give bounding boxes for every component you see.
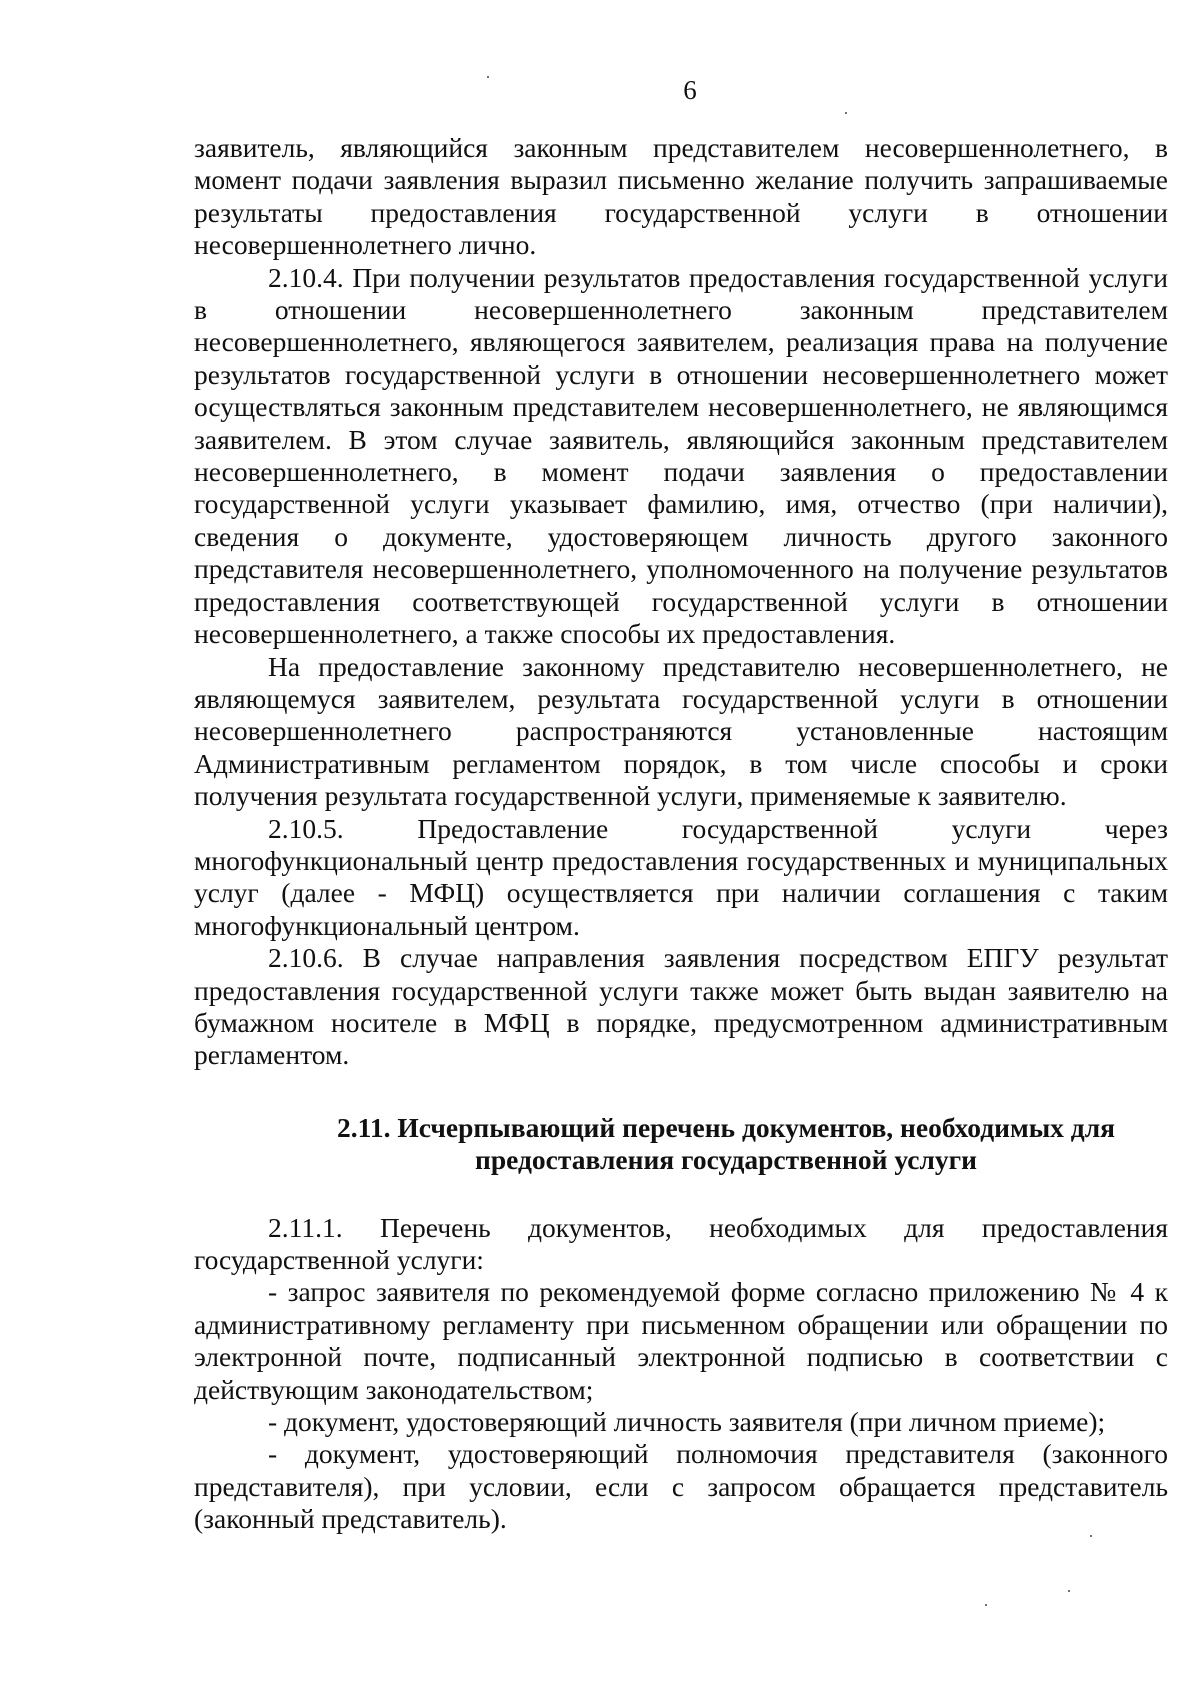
paragraph-2-10-5: 2.10.5. Предоставление государственной услуги через многофункциональный центр предоставления государственных и муниципальных услуг (далее - МФЦ) осуществляется при наличии соглашения с таким многофункциональный центром. — [194, 812, 1168, 941]
list-item-request: - запрос заявителя по рекомендуемой форме согласно приложению № 4 к административному регламенту при письменном обращении или обращении по электронной почте, подписанный электронной подписью в соответствии с действующим законодательством; — [194, 1276, 1168, 1405]
paragraph-continuation: заявитель, являющийся законным представителем несовершеннолетнего, в момент подачи заявления выразил письменно желание получить запрашиваемые результаты предоставления государственной услуги в отношении несовершеннолетнего лично. — [194, 132, 1168, 261]
scan-speck — [1068, 1590, 1070, 1592]
scan-speck — [487, 76, 489, 78]
scan-speck — [985, 1604, 987, 1606]
list-item-identity-document: - документ, удостоверяющий личность заявителя (при личном приеме); — [268, 1406, 1106, 1438]
scan-speck — [1090, 1535, 1092, 1537]
paragraph-2-11-1: 2.11.1. Перечень документов, необходимых для предоставления государственной услуги: — [194, 1211, 1168, 1275]
section-heading-line-2: предоставления государственной услуги — [475, 1144, 977, 1176]
list-item-authority-document: - документ, удостоверяющий полномочия представителя (законного представителя), при условии, если с запросом обращается представитель (законный представитель). — [194, 1438, 1168, 1535]
page-number: 6 — [683, 75, 697, 105]
paragraph-2-10-4: 2.10.4. При получении результатов предоставления государственной услуги в отношении несовершеннолетнего законным представителем несовершеннолетнего, являющегося заявителем, реализация права на получение результатов государственной услуги в отношении несовершеннолетнего может осуществляться законным представителем несовершеннолетнего, не являющимся заявителем. В этом случае заявитель, являющийся законным представителем несовершеннолетнего, в момент подачи заявления о предоставлении государственной услуги указывает фамилию, имя, отчество (при наличии), сведения о документе, удостоверяющем личность другого законного представителя несовершеннолетнего, уполномоченного на получение результатов предоставления соответствующей государственной услуги в отношении несовершеннолетнего, а также способы их предоставления. — [194, 261, 1168, 650]
document-body — [194, 132, 1168, 1536]
scan-speck — [845, 112, 847, 114]
section-heading-line-1: 2.11. Исчерпывающий перечень документов, необходимых для — [336, 1111, 1116, 1143]
paragraph-legal-representative: На предоставление законному представителю несовершеннолетнего, не являющемуся заявителем, результата государственной услуги в отношении несовершеннолетнего распространяются установленные настоящим Административным регламентом порядок, в том числе способы и сроки получения результата государственной услуги, применяемые к заявителю. — [194, 650, 1168, 812]
paragraph-2-10-6: 2.10.6. В случае направления заявления посредством ЕПГУ результат предоставления государственной услуги также может быть выдан заявителю на бумажном носителе в МФЦ в порядке, предусмотренном административным регламентом. — [194, 942, 1168, 1071]
section-heading-2-11 — [194, 1112, 1168, 1177]
